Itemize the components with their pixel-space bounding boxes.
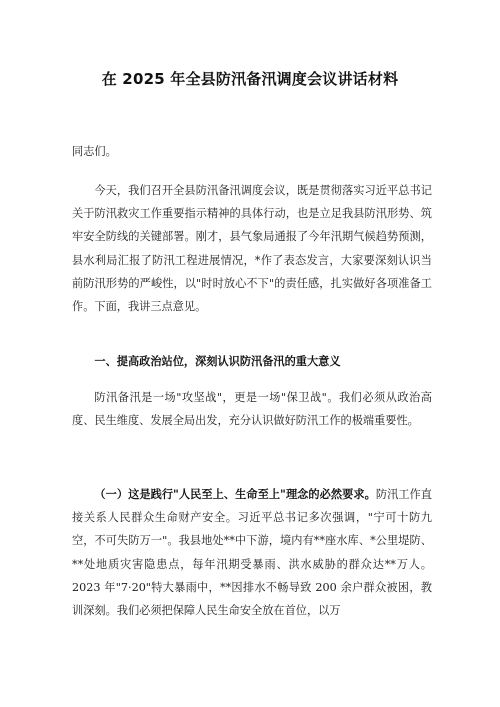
opening-paragraph: 今天，我们召开全县防汛备汛调度会议，既是贯彻落实习近平总书记关于防汛救灾工作重要指示精神的具体行动，也是立足我县防汛形势、筑牢安全防线的关键部署。刚才，县气象局通报了今年汛期气候趋势预测，县水利局汇报了防汛工程进展情况，*作了表态发言，大家要深刻认识当前防汛形势的严峻性，以"时时放心不下"的责任感，扎实做好各项准备工作。下面，我讲三点意见。: [72, 184, 432, 314]
point-1-body: 防汛工作直接关系人民群众生命财产安全。习近平总书记多次强调，"宁可十防九空，不可失防万一"。我县地处**中下游，境内有**座水库、*公里堤防、**处地质灾害隐患点，每年汛期受暴雨、洪水威胁的群众达**万人。2023 年"7·20"特大暴雨中，**因排水不畅导致 200 余户群众被困，教训深刻。我们必须把保障人民生命安全放在首位，以万: [72, 488, 432, 618]
point-1-lead: （一）这是践行"人民至上、生命至上"理念的必然要求。: [94, 488, 376, 501]
salutation: 同志们。: [72, 145, 117, 158]
section-heading-1: 一、提高政治站位，深刻认识防汛备汛的重大意义: [94, 355, 341, 368]
section-1-point-1-paragraph: [72, 483, 432, 622]
section-1-intro-paragraph: 防汛备汛是一场"攻坚战"，更是一场"保卫战"。我们必须从政治高度、民生维度、发展全局出发，充分认识做好防汛工作的极端重要性。: [72, 391, 432, 428]
document-title: 在 2025 年全县防汛备汛调度会议讲话材料: [101, 70, 399, 88]
